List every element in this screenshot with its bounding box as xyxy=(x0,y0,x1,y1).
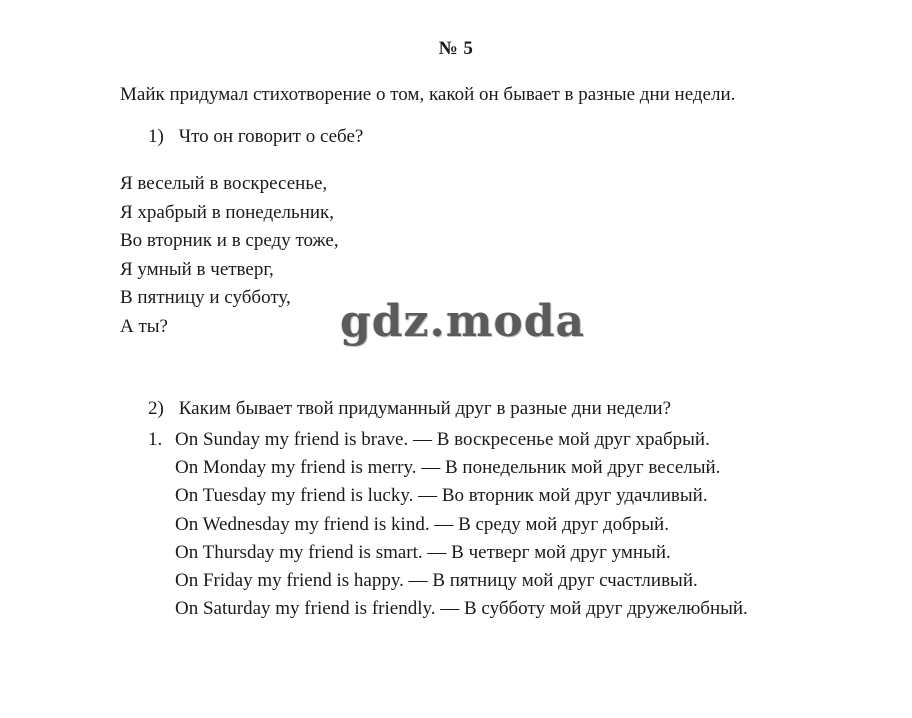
poem xyxy=(120,170,339,342)
answer-list xyxy=(148,426,748,623)
answer-line: On Tuesday my friend is lucky. — Во вторник мой друг удачливый. xyxy=(175,485,708,507)
answer-line: On Friday my friend is happy. — В пятницу мой друг счастливый. xyxy=(175,570,698,592)
watermark-logo: gdz.moda xyxy=(340,296,586,347)
question-2-number: 2) xyxy=(148,398,164,419)
answer-line: On Monday my friend is merry. — В понедельник мой друг веселый. xyxy=(175,457,721,479)
poem-line: Я веселый в воскресенье, xyxy=(120,173,328,194)
answer-line: On Thursday my friend is smart. — В четверг мой друг умный. xyxy=(175,541,671,563)
question-1-text: Что он говорит о себе? xyxy=(178,126,364,147)
answer-line: On Wednesday my friend is kind. — В среду мой друг добрый. xyxy=(175,513,669,535)
answer-line xyxy=(148,426,748,454)
poem-line: Я умный в четверг, xyxy=(120,258,274,280)
answer-number: 1. xyxy=(148,429,163,450)
poem-line: Я храбрый в понедельник, xyxy=(120,201,335,223)
answer-text: On Sunday my friend is brave. — В воскресенье мой друг храбрый. xyxy=(175,429,710,450)
exercise-title: № 5 xyxy=(438,38,474,59)
poem-line: А ты? xyxy=(120,315,168,337)
question-1-number: 1) xyxy=(148,126,164,147)
question-2-text: Каким бывает твой придуманный друг в разные дни недели? xyxy=(178,398,672,419)
intro-text: Майк придумал стихотворение о том, какой он бывает в разные дни недели. xyxy=(120,84,736,105)
poem-line: Во вторник и в среду тоже, xyxy=(120,230,339,252)
question-1 xyxy=(148,126,363,148)
answer-line: On Saturday my friend is friendly. — В субботу мой друг дружелюбный. xyxy=(175,598,748,620)
poem-line: В пятницу и субботу, xyxy=(120,287,291,309)
question-2 xyxy=(148,398,671,420)
